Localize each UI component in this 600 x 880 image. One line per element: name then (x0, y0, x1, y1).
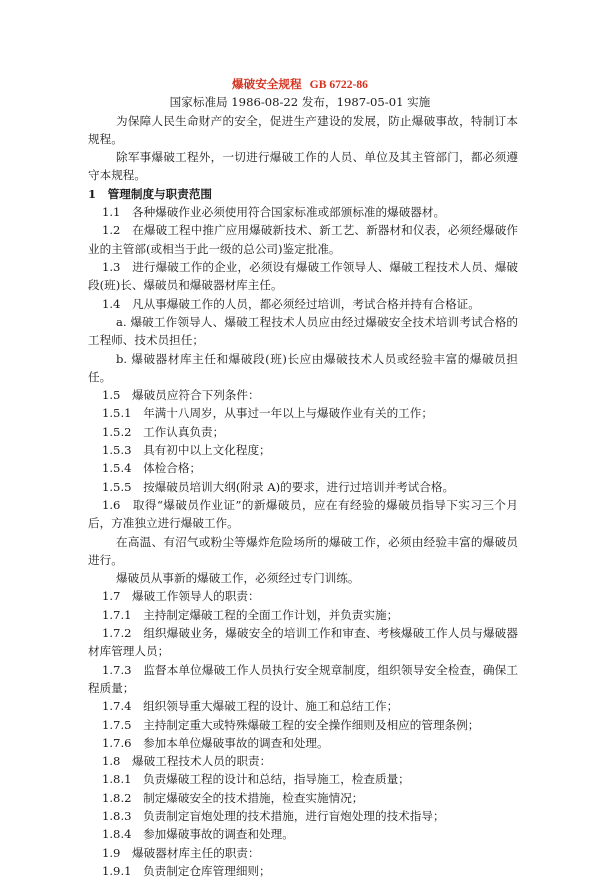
title-code: GB 6722-86 (309, 78, 368, 91)
clause-1-4: 1.4 凡从事爆破工作的人员，都必须经过培训，考试合格并持有合格证。 (102, 296, 480, 311)
clause-1-8-2: 1.8.2 制定爆破安全的技术措施，检查实施情况； (102, 790, 364, 805)
clause-1-4-a: a. 爆破工作领导人、爆破工程技术人员应由经过爆破安全技术培训考试合格的工程师、技术员担任； (88, 314, 518, 348)
clause-1-7-3: 1.7.3 监督本单位爆破工作人员执行安全规章制度，组织领导安全检查，确保工程质量； (88, 662, 518, 695)
clause-1-2: 1.2 在爆破工程中推广应用爆破新技术、新工艺、新器材和仪表，必须经爆破作业的主管部(或相当于此一级的总公司)鉴定批准。 (88, 223, 518, 256)
clause-1-3: 1.3 进行爆破工作的企业，必须设有爆破工作领导人、爆破工程技术人员、爆破段(班)长、爆破员和爆破器材库主任。 (88, 260, 518, 293)
clause-1-7-2: 1.7.2 组织爆破业务，爆破安全的培训工作和审查、考核爆破工作人员与爆破器材库管理人员； (88, 626, 518, 659)
clause-1-5-2: 1.5.2 工作认真负责； (102, 424, 225, 439)
clause-1-7-6: 1.7.6 参加本单位爆破事故的调查和处理。 (102, 735, 329, 750)
clause-1-7-4: 1.7.4 组织领导重大爆破工程的设计、施工和总结工作； (102, 699, 399, 714)
clause-1-5: 1.5 爆破员应符合下列条件： (102, 388, 260, 403)
clause-1-6-para-2: 在高温、有沼气或粉尘等爆炸危险场所的爆破工作，必须由经验丰富的爆破员进行。 (88, 534, 518, 567)
intro-paragraph-1: 为保障人民生命财产的安全，促进生产建设的发展，防止爆破事故，特制订本规程。 (88, 113, 518, 146)
clause-1-6: 1.6 取得“爆破员作业证”的新爆破员，应在有经验的爆破员指导下实习三个月后，方准独立进行爆破工作。 (88, 497, 518, 531)
clause-1-5-3: 1.5.3 具有初中以上文化程度； (102, 443, 271, 457)
clause-1-4-b: b. 爆破器材库主任和爆破段(班)长应由爆破技术人员或经验丰富的爆破员担任。 (88, 351, 518, 384)
clause-1-1: 1.1 各种爆破作业必须使用符合国家标准或部颁标准的爆破器材。 (102, 205, 446, 220)
clause-1-8-4: 1.8.4 参加爆破事故的调查和处理。 (102, 827, 294, 842)
clause-1-8: 1.8 爆破工程技术人员的职责： (102, 754, 272, 769)
clause-1-5-1: 1.5.1 年满十八周岁，从事过一年以上与爆破作业有关的工作； (102, 406, 433, 421)
title-text: 爆破安全规程 (232, 77, 302, 91)
clause-1-8-1: 1.8.1 负责爆破工程的设计和总结，指导施工，检查质量； (102, 772, 410, 787)
clause-1-5-4: 1.5.4 体检合格； (102, 461, 202, 476)
clause-1-5-5: 1.5.5 按爆破员培训大纲(附录 A)的要求，进行过培训并考试合格。 (102, 479, 455, 494)
clause-1-7-5: 1.7.5 主持制定重大或特殊爆破工程的安全操作细则及相应的管理条例； (102, 717, 480, 732)
clause-1-7-1: 1.7.1 主持制定爆破工程的全面工作计划，并负责实施； (102, 607, 399, 622)
clause-1-7: 1.7 爆破工作领导人的职责： (102, 589, 260, 604)
section-heading: 1 管理制度与职责范围 (88, 186, 213, 201)
clause-1-9-1: 1.9.1 负责制定仓库管理细则； (102, 863, 271, 878)
intro-paragraph-2: 除军事爆破工程外，一切进行爆破工作的人员、单位及其主管部门，都必须遵守本规程。 (88, 150, 518, 183)
clause-1-8-3: 1.8.3 负责制定盲炮处理的技术措施，进行盲炮处理的技术指导； (102, 809, 445, 823)
clause-1-9: 1.9 爆破器材库主任的职责： (102, 845, 260, 860)
issue-info: 国家标准局 1986-08-22 发布，1987-05-01 实施 (169, 95, 431, 110)
clause-1-6-para-3: 爆破员从事新的爆破工作，必须经过专门训练。 (116, 571, 360, 586)
document-title (0, 75, 600, 94)
